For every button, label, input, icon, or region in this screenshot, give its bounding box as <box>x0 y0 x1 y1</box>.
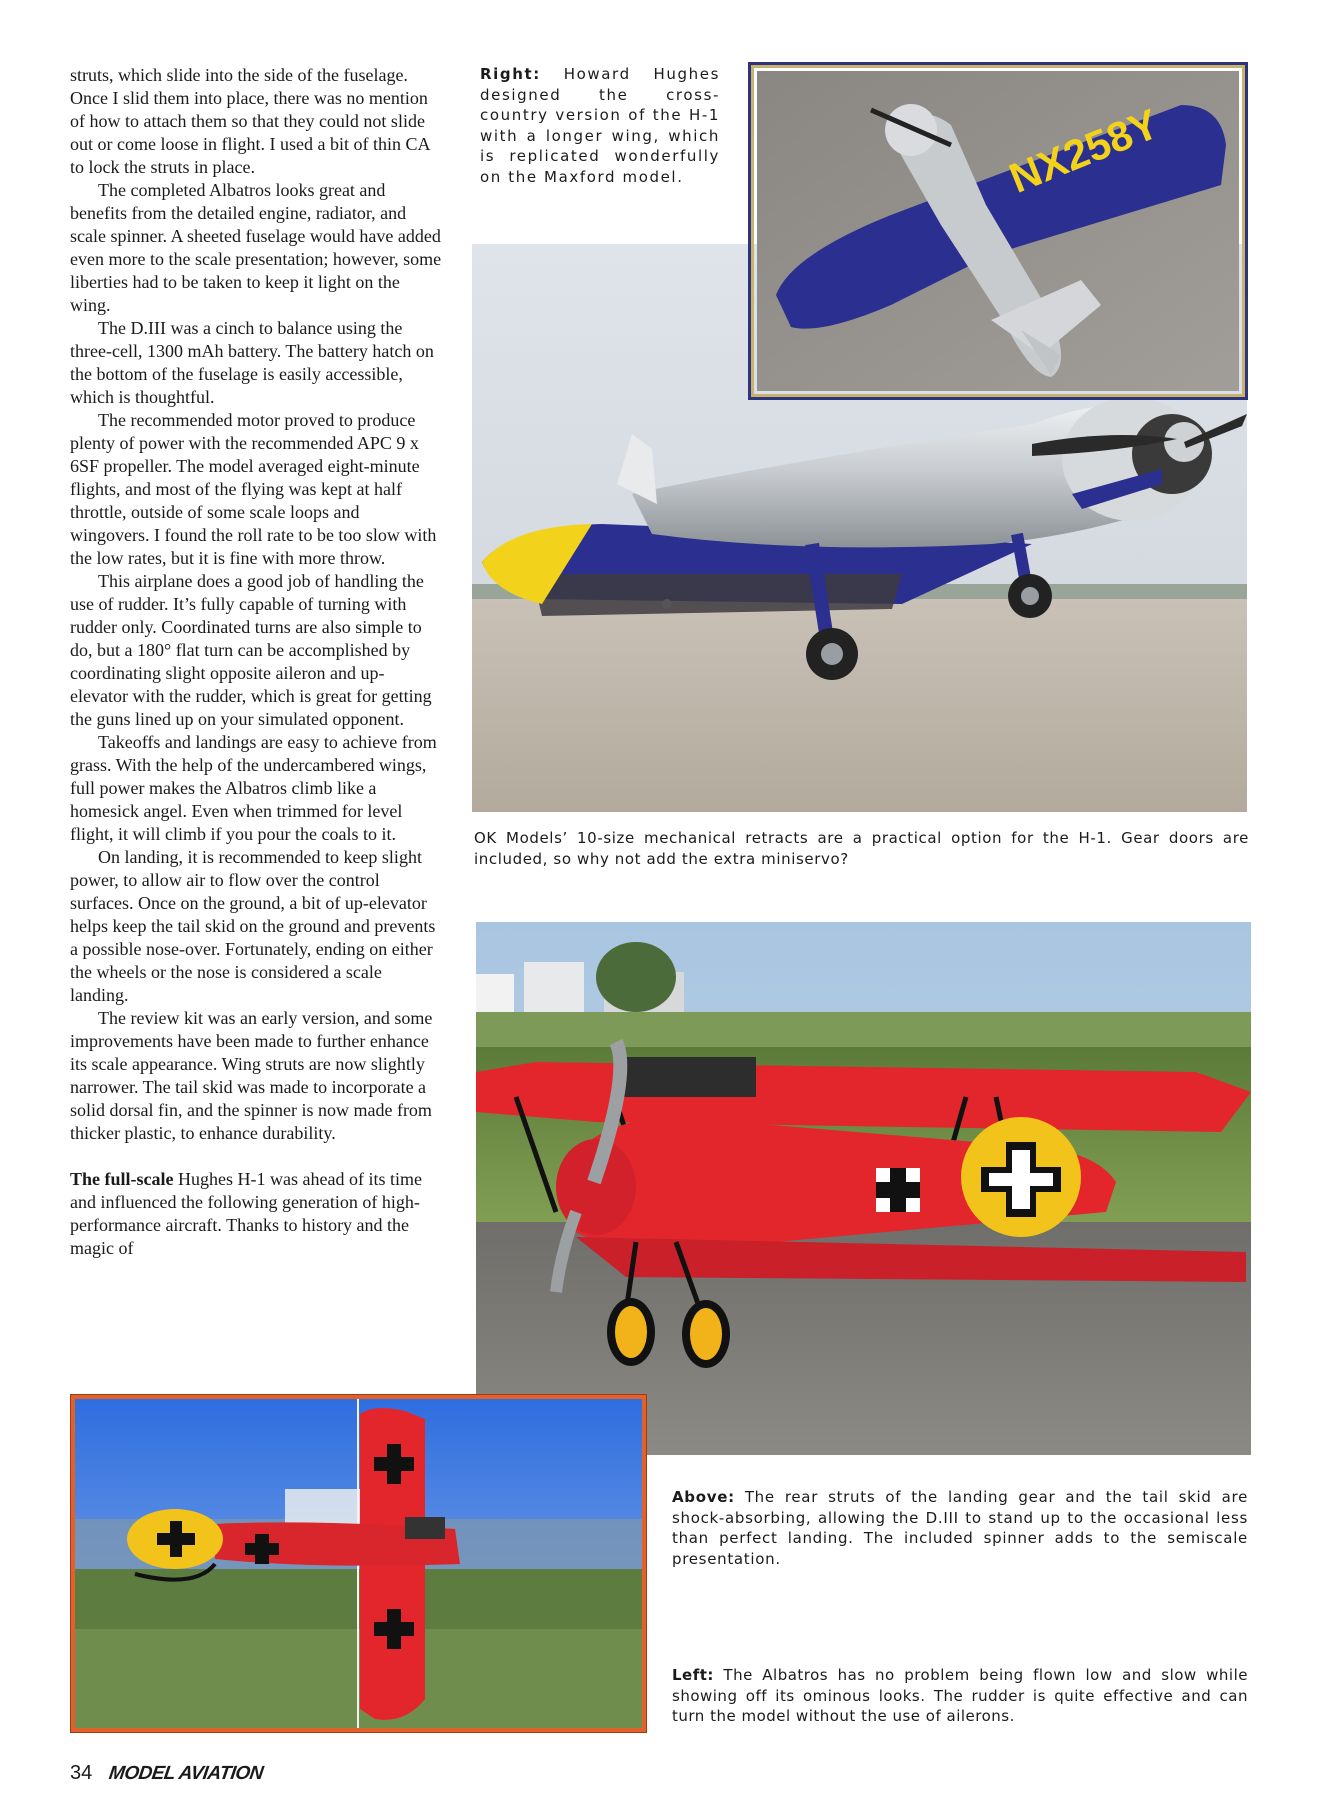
photo-albatros-ground <box>476 922 1251 1455</box>
paragraph: The recommended motor proved to produce plenty of power with the recommended APC 9 x 6SF propeller. The model averaged eight-minute flights, and most of the flying was kept at half throttle, outside of some scale loops and wingovers. I found the roll rate to be too slow with the low rates, but it is fine with more throw. <box>70 410 437 568</box>
article-body <box>70 64 442 1260</box>
section-lead: The full-scale <box>70 1169 174 1189</box>
caption-lead: Right: <box>480 65 541 83</box>
paragraph: This airplane does a good job of handling the use of rudder. It’s fully capable of turning with rudder only. Coordinated turns are also simple to do, but a 180° flat turn can be accomplished by coordinating slight opposite aileron and up-elevator with the rudder, which is great for getting the guns lined up on your simulated opponent. <box>70 571 432 729</box>
caption-lead: Above: <box>672 1488 735 1506</box>
caption-text: The Albatros has no problem being flown low and slow while showing off its ominous looks. The rudder is quite effective and can turn the model without the use of ailerons. <box>672 1666 1248 1725</box>
photo-h1-overhead <box>748 62 1248 400</box>
caption-text: OK Models’ 10-size mechanical retracts are a practical option for the H-1. Gear doors are included, so why not add the extra miniservo? <box>474 829 1249 868</box>
caption-left <box>672 1665 1248 1727</box>
section-text: Hughes H-1 was ahead of its time and influenced the following generation of high-performance aircraft. Thanks to history and the magic of <box>70 1169 422 1258</box>
caption-above <box>672 1487 1248 1569</box>
paragraph: Takeoffs and landings are easy to achieve from grass. With the help of the undercambered wings, full power makes the Albatros climb like a homesick angel. Even when trimmed for level flight, it will climb if you pour the coals to it. <box>70 732 437 844</box>
page-footer <box>70 1762 263 1785</box>
caption-top-right <box>480 64 720 187</box>
caption-retracts <box>474 828 1249 869</box>
magazine-title: MODEL AVIATION <box>107 1762 265 1784</box>
caption-text: Howard Hughes designed the cross-country version of the H-1 with a longer wing, which is replicated wonderfully on the Maxford model. <box>480 65 720 186</box>
page-number: 34 <box>70 1762 93 1784</box>
h1-registration: NX258Y <box>1002 99 1166 202</box>
paragraph: The D.III was a cinch to balance using the three-cell, 1300 mAh battery. The battery hatch on the bottom of the fuselage is easily accessible, which is thoughtful. <box>70 318 434 407</box>
section-paragraph <box>70 1168 442 1260</box>
paragraph: On landing, it is recommended to keep slight power, to allow air to flow over the control surfaces. Once on the ground, a bit of up-elevator helps keep the tail skid on the ground and prevents a possible nose-over. Fortunately, ending on either the wheels or the nose is considered a scale landing. <box>70 847 436 1005</box>
caption-text: The rear struts of the landing gear and the tail skid are shock-absorbing, allowing the D.III to stand up to the occasional less than perfect landing. The included spinner adds to the semiscale presentation. <box>672 1488 1248 1568</box>
caption-lead: Left: <box>672 1666 714 1684</box>
paragraph: The completed Albatros looks great and benefits from the detailed engine, radiator, and scale spinner. A sheeted fuselage would have added even more to the scale presentation; however, some liberties had to be taken to keep it light on the wing. <box>70 180 442 315</box>
paragraph: The review kit was an early version, and some improvements have been made to further enhance its scale appearance. Wing struts are now slightly narrower. The tail skid was made to incorporate a solid dorsal fin, and the spinner is now made from thicker plastic, to enhance durability. <box>70 1008 433 1143</box>
photo-albatros-flight <box>71 1395 646 1732</box>
paragraph: struts, which slide into the side of the fuselage. Once I slid them into place, there was no mention of how to attach them so that they could not slide out or come loose in flight. I used a bit of thin CA to lock the struts in place. <box>70 65 430 177</box>
